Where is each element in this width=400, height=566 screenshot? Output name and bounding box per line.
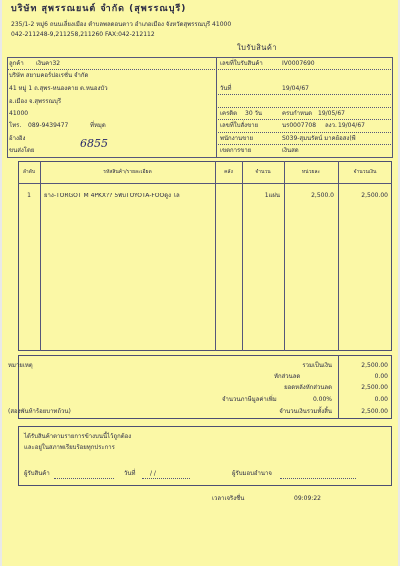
company-phone: 042-211248-9,211258,211260 FAX:042-212112 (11, 31, 155, 38)
receipt-no-label: เลขที่ใบรับสินค้า (220, 60, 263, 67)
customer-phone: 089-9439477 (28, 122, 69, 129)
salesperson: S039-สุมนรัตน์ มาคย้อสง(พี (282, 135, 356, 142)
customer-code: เงินคา32 (36, 60, 61, 67)
header-rule (218, 132, 393, 133)
remarks-label: หมายเหตุ (8, 362, 33, 369)
receive-date-slashes: / / (150, 470, 156, 477)
order-no-label: เลขที่ใบสั่งขาย (220, 122, 259, 129)
receiver-signature-line (54, 478, 114, 479)
table-header-rule (18, 183, 392, 184)
company-name: บริษัท สุพรรณยนต์ จำกัด (สุพรรณบุรี) (11, 4, 187, 14)
due-date: 19/05/67 (318, 110, 345, 117)
table-col-divider (338, 161, 339, 351)
header-border-right (392, 57, 393, 157)
transaction-value: เงินสด (282, 147, 299, 154)
col-header-no: ลำดับ (22, 169, 36, 175)
header-rule (218, 94, 393, 95)
date-value: 19/04/67 (282, 85, 309, 92)
items-table (18, 161, 392, 351)
discount-value: 0.00 (374, 373, 388, 380)
receiver-label: ผู้รับสินค้า (24, 470, 50, 477)
header-divider (216, 57, 217, 157)
header-rule (218, 119, 393, 120)
company-address: 235/1-2 หมู่6 ถนนเลี่ยงเมือง ตำบลพลดอนตาว อำเภอเมือง จังหวัดสุพรรณบุรี 41000 (11, 21, 232, 28)
order-date: 19/04/67 (338, 122, 365, 129)
customer-ext-label: ที่หมุด (90, 122, 106, 129)
receipt-page (2, 0, 398, 566)
customer-code-label: ลูกค้า (9, 60, 24, 67)
table-col-divider (284, 161, 285, 351)
col-header-unit-price: หน่วยละ (301, 169, 321, 175)
table-col-divider (215, 161, 216, 351)
header-rule-top (7, 57, 393, 58)
customer-postal-code: 41000 (9, 110, 29, 117)
col-header-qty: จำนวน (255, 169, 271, 175)
print-time: 09:09:22 (294, 495, 321, 502)
credit-label: เครดิต (220, 110, 238, 117)
row-qty: 1แผ่น (264, 192, 280, 199)
authorized-signature-line (280, 478, 356, 479)
receive-date-line (142, 478, 190, 479)
header-rule (218, 144, 393, 145)
handwritten-note: 6855 (80, 137, 108, 150)
table-col-divider (40, 161, 41, 351)
discount-label: หักส่วนลด (274, 373, 301, 380)
header-rule (218, 107, 393, 108)
subtotal-value: 2,500.00 (361, 362, 388, 369)
row-unit-price: 2,500.0 (311, 192, 334, 199)
salesperson-label: พนักงานขาย (220, 135, 254, 142)
vat-label: จำนวนภาษีมูลค่าเพิ่ม (222, 396, 277, 403)
transaction-label: เขตการขาย (220, 147, 252, 154)
confirm-line-2: และอยู่ในสภาพเรียบร้อยทุกประการ (24, 444, 115, 451)
grand-total-label: จำนวนเงินรวมทั้งสิ้น (279, 408, 332, 415)
row-no: 1 (27, 192, 31, 199)
vat-rate: 0.00% (312, 396, 332, 403)
row-description: ยาง-TORGOT M 4PKX?? 5พับTOYOTA-FOOดูง ไล (44, 193, 180, 199)
confirm-line-1: ได้รับสินค้าตามรายการข้างบนนี้ไว้ถูกต้อง (24, 433, 132, 440)
totals-box (18, 355, 392, 419)
after-discount-value: 2,500.00 (361, 384, 388, 391)
header-border-left (7, 57, 8, 157)
vat-value: 0.00 (374, 396, 388, 403)
customer-address-line2: อ.เมือง จ.สุพรรณบุรี (9, 98, 62, 105)
customer-address-line1: 41 หมู่ 1 ถ.สุพร-หนองคาย ต.หนองบัว (9, 85, 108, 92)
date-label: วันที่ (220, 85, 232, 92)
delivery-label: ขนส่งโดย (9, 147, 35, 154)
header-rule (218, 69, 393, 70)
row-amount: 2,500.00 (361, 192, 388, 199)
reference-label: อ้างอิง (9, 135, 26, 142)
print-time-label: เวลาเจริงชื่น (212, 495, 245, 502)
col-header-description: รหัสสินค้า/รายละเอียด (103, 169, 152, 175)
order-no: นร0007708 (282, 122, 317, 129)
subtotal-label: รวมเป็นเงิน (302, 362, 332, 369)
grand-total-value: 2,500.00 (361, 408, 388, 415)
customer-name: บริษัท สยามคอร์ปอเรชั่น จำกัด (9, 72, 89, 79)
table-col-divider (242, 161, 243, 351)
header-rule (7, 69, 217, 70)
header-rule-bottom (7, 157, 393, 158)
after-discount-label: ยอดหลังหักส่วนลด (284, 384, 332, 391)
col-header-account: คลัง (224, 169, 233, 175)
credit-value: 30 วัน (245, 110, 263, 117)
amount-in-words: (สองพันห้าร้อยบาทถ้วน) (8, 408, 71, 415)
receive-date-label: วันที่ (124, 470, 136, 477)
authorized-label: ผู้รับมอบอำนาจ (232, 470, 272, 477)
due-label: ครบกำหนด (282, 110, 312, 117)
receipt-no: IV0007690 (282, 60, 315, 67)
order-date-label: ลงว. (325, 122, 337, 129)
col-header-amount: จำนวนเงิน (353, 169, 377, 175)
document-title: ใบรับสินค้า (237, 43, 278, 52)
customer-phone-label: โทร. (9, 122, 22, 129)
